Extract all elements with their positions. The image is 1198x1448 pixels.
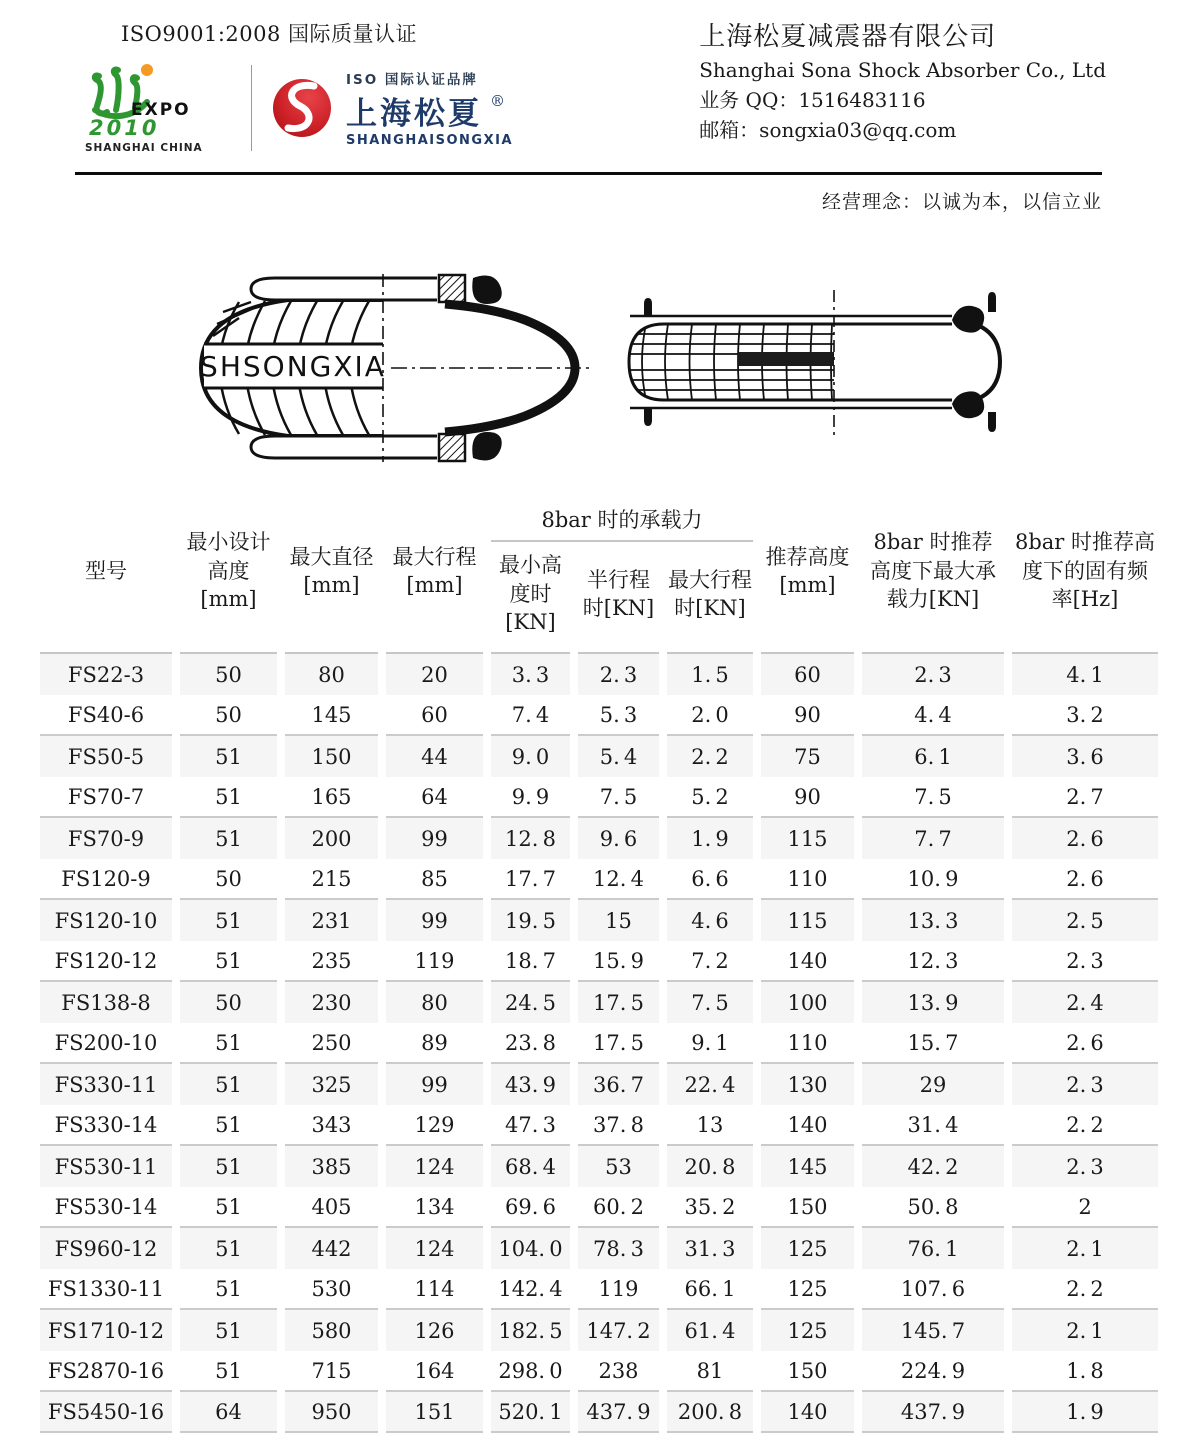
value-cell: 51 xyxy=(180,1064,277,1105)
value-cell: 7. 7 xyxy=(862,818,1004,859)
value-cell: 580 xyxy=(285,1310,378,1351)
value-cell: 2. 0 xyxy=(667,695,753,736)
value-cell: 119 xyxy=(386,941,483,982)
value-cell: 99 xyxy=(386,1064,483,1105)
model-cell: FS1710-12 xyxy=(40,1310,172,1351)
value-cell: 2. 3 xyxy=(1012,1146,1158,1187)
value-cell: 165 xyxy=(285,777,378,818)
value-cell: 715 xyxy=(285,1351,378,1392)
value-cell: 125 xyxy=(761,1269,854,1310)
value-cell: 151 xyxy=(386,1392,483,1433)
table-row xyxy=(40,1351,1158,1392)
value-cell: 90 xyxy=(761,695,854,736)
brand-name-en: SHANGHAISONGXIA xyxy=(346,132,514,148)
value-cell: 235 xyxy=(285,941,378,982)
value-cell: 7. 2 xyxy=(667,941,753,982)
model-cell: FS530-14 xyxy=(40,1187,172,1228)
value-cell: 7. 5 xyxy=(667,982,753,1023)
value-cell: 231 xyxy=(285,900,378,941)
value-cell: 298. 0 xyxy=(491,1351,570,1392)
value-cell: 115 xyxy=(761,818,854,859)
value-cell: 200. 8 xyxy=(667,1392,753,1433)
col-header-max-stroke: 最大行程[mm] xyxy=(386,496,483,654)
table-row xyxy=(40,818,1158,859)
value-cell: 2. 1 xyxy=(1012,1310,1158,1351)
value-cell: 1. 8 xyxy=(1012,1351,1158,1392)
value-cell: 119 xyxy=(578,1269,659,1310)
value-cell: 125 xyxy=(761,1228,854,1269)
value-cell: 110 xyxy=(761,859,854,900)
value-cell: 50 xyxy=(180,982,277,1023)
value-cell: 60 xyxy=(386,695,483,736)
value-cell: 1. 5 xyxy=(667,654,753,695)
motto-line: 经营理念：以诚为本，以信立业 xyxy=(821,191,1102,213)
value-cell: 6. 6 xyxy=(667,859,753,900)
value-cell: 5. 4 xyxy=(578,736,659,777)
value-cell: 530 xyxy=(285,1269,378,1310)
model-cell: FS120-12 xyxy=(40,941,172,982)
value-cell: 215 xyxy=(285,859,378,900)
value-cell: 5. 2 xyxy=(667,777,753,818)
header-rule xyxy=(75,172,1102,175)
songxia-red-s-icon xyxy=(268,74,336,142)
value-cell: 20 xyxy=(386,654,483,695)
value-cell: 107. 6 xyxy=(862,1269,1004,1310)
value-cell: 69. 6 xyxy=(491,1187,570,1228)
value-cell: 1. 9 xyxy=(1012,1392,1158,1433)
col-header-max-diameter: 最大直径[mm] xyxy=(285,496,378,654)
group-header-load-at-8bar: 8bar 时的承载力 xyxy=(491,496,753,542)
value-cell: 114 xyxy=(386,1269,483,1310)
expo-year: 2010 xyxy=(89,116,160,140)
value-cell: 15 xyxy=(578,900,659,941)
model-cell: FS138-8 xyxy=(40,982,172,1023)
model-cell: FS120-10 xyxy=(40,900,172,941)
table-row xyxy=(40,982,1158,1023)
value-cell: 325 xyxy=(285,1064,378,1105)
value-cell: 78. 3 xyxy=(578,1228,659,1269)
value-cell: 437. 9 xyxy=(578,1392,659,1433)
table-row xyxy=(40,1310,1158,1351)
value-cell: 61. 4 xyxy=(667,1310,753,1351)
table-row xyxy=(40,1228,1158,1269)
value-cell: 44 xyxy=(386,736,483,777)
table-row xyxy=(40,1187,1158,1228)
value-cell: 238 xyxy=(578,1351,659,1392)
value-cell: 3. 6 xyxy=(1012,736,1158,777)
value-cell: 3. 2 xyxy=(1012,695,1158,736)
table-row xyxy=(40,736,1158,777)
value-cell: 250 xyxy=(285,1023,378,1064)
col-header-model: 型号 xyxy=(40,496,172,654)
value-cell: 224. 9 xyxy=(862,1351,1004,1392)
table-row xyxy=(40,1105,1158,1146)
value-cell: 36. 7 xyxy=(578,1064,659,1105)
value-cell: 50 xyxy=(180,654,277,695)
value-cell: 10. 9 xyxy=(862,859,1004,900)
value-cell: 60. 2 xyxy=(578,1187,659,1228)
model-cell: FS120-9 xyxy=(40,859,172,900)
value-cell: 2. 2 xyxy=(667,736,753,777)
brand-name-cn: 上海松夏 xyxy=(346,96,482,133)
expo-word: EXPO xyxy=(131,100,191,120)
value-cell: 35. 2 xyxy=(667,1187,753,1228)
brand-text-block xyxy=(346,68,513,148)
value-cell: 104. 0 xyxy=(491,1228,570,1269)
table-row xyxy=(40,859,1158,900)
value-cell: 125 xyxy=(761,1310,854,1351)
value-cell: 437. 9 xyxy=(862,1392,1004,1433)
value-cell: 9. 1 xyxy=(667,1023,753,1064)
value-cell: 145. 7 xyxy=(862,1310,1004,1351)
model-cell: FS1330-11 xyxy=(40,1269,172,1310)
value-cell: 147. 2 xyxy=(578,1310,659,1351)
value-cell: 200 xyxy=(285,818,378,859)
value-cell: 76. 1 xyxy=(862,1228,1004,1269)
value-cell: 37. 8 xyxy=(578,1105,659,1146)
spec-table-body xyxy=(40,654,1158,1433)
value-cell: 51 xyxy=(180,1146,277,1187)
company-qq: 业务 QQ：1516483116 xyxy=(699,88,926,113)
company-email: 邮箱：songxia03@qq.com xyxy=(699,118,957,143)
value-cell: 2. 2 xyxy=(1012,1269,1158,1310)
col-header-natural-frequency: 8bar 时推荐高度下的固有频率[Hz] xyxy=(1012,496,1158,654)
value-cell: 15. 7 xyxy=(862,1023,1004,1064)
model-cell: FS70-9 xyxy=(40,818,172,859)
value-cell: 230 xyxy=(285,982,378,1023)
value-cell: 2. 5 xyxy=(1012,900,1158,941)
value-cell: 145 xyxy=(285,695,378,736)
value-cell: 51 xyxy=(180,1187,277,1228)
value-cell: 385 xyxy=(285,1146,378,1187)
value-cell: 80 xyxy=(285,654,378,695)
value-cell: 110 xyxy=(761,1023,854,1064)
technical-drawings xyxy=(0,272,1198,482)
value-cell: 9. 0 xyxy=(491,736,570,777)
value-cell: 12. 8 xyxy=(491,818,570,859)
value-cell: 29 xyxy=(862,1064,1004,1105)
value-cell: 24. 5 xyxy=(491,982,570,1023)
value-cell: 442 xyxy=(285,1228,378,1269)
value-cell: 50 xyxy=(180,859,277,900)
value-cell: 13. 3 xyxy=(862,900,1004,941)
col-header-max-load-at-rec-height: 8bar 时推荐高度下最大承载力[KN] xyxy=(862,496,1004,654)
value-cell: 75 xyxy=(761,736,854,777)
value-cell: 23. 8 xyxy=(491,1023,570,1064)
value-cell: 343 xyxy=(285,1105,378,1146)
value-cell: 140 xyxy=(761,941,854,982)
value-cell: 2. 3 xyxy=(578,654,659,695)
value-cell: 150 xyxy=(285,736,378,777)
value-cell: 15. 9 xyxy=(578,941,659,982)
value-cell: 124 xyxy=(386,1228,483,1269)
value-cell: 2. 2 xyxy=(1012,1105,1158,1146)
value-cell: 2. 3 xyxy=(1012,1064,1158,1105)
value-cell: 50. 8 xyxy=(862,1187,1004,1228)
model-cell: FS2870-16 xyxy=(40,1351,172,1392)
value-cell: 405 xyxy=(285,1187,378,1228)
col-header-recommended-height: 推荐高度[mm] xyxy=(761,496,854,654)
value-cell: 51 xyxy=(180,1228,277,1269)
value-cell: 2. 6 xyxy=(1012,859,1158,900)
table-row xyxy=(40,1064,1158,1105)
iso-cert-text: ISO9001:2008 国际质量认证 xyxy=(121,22,418,46)
sleeve-label-band xyxy=(738,352,834,366)
registered-mark: ® xyxy=(490,92,505,111)
table-row xyxy=(40,1269,1158,1310)
value-cell: 9. 9 xyxy=(491,777,570,818)
value-cell: 90 xyxy=(761,777,854,818)
value-cell: 12. 4 xyxy=(578,859,659,900)
value-cell: 18. 7 xyxy=(491,941,570,982)
table-row xyxy=(40,941,1158,982)
value-cell: 51 xyxy=(180,777,277,818)
value-cell: 80 xyxy=(386,982,483,1023)
table-row xyxy=(40,900,1158,941)
value-cell: 51 xyxy=(180,1310,277,1351)
value-cell: 100 xyxy=(761,982,854,1023)
company-name-en: Shanghai Sona Shock Absorber Co., Ltd xyxy=(699,58,1106,83)
value-cell: 19. 5 xyxy=(491,900,570,941)
expo-2010-logo xyxy=(85,60,245,156)
value-cell: 2. 3 xyxy=(862,654,1004,695)
value-cell: 129 xyxy=(386,1105,483,1146)
value-cell: 2. 4 xyxy=(1012,982,1158,1023)
value-cell: 89 xyxy=(386,1023,483,1064)
model-cell: FS960-12 xyxy=(40,1228,172,1269)
value-cell: 2. 6 xyxy=(1012,818,1158,859)
value-cell: 53 xyxy=(578,1146,659,1187)
value-cell: 12. 3 xyxy=(862,941,1004,982)
model-cell: FS330-11 xyxy=(40,1064,172,1105)
value-cell: 60 xyxy=(761,654,854,695)
value-cell: 51 xyxy=(180,1351,277,1392)
value-cell: 4. 1 xyxy=(1012,654,1158,695)
value-cell: 950 xyxy=(285,1392,378,1433)
value-cell: 31. 3 xyxy=(667,1228,753,1269)
value-cell: 164 xyxy=(386,1351,483,1392)
value-cell: 115 xyxy=(761,900,854,941)
sub-header-at-max-stroke: 最大行程时[KN] xyxy=(667,542,753,654)
value-cell: 81 xyxy=(667,1351,753,1392)
value-cell: 99 xyxy=(386,818,483,859)
value-cell: 85 xyxy=(386,859,483,900)
value-cell: 51 xyxy=(180,1105,277,1146)
table-row xyxy=(40,777,1158,818)
value-cell: 126 xyxy=(386,1310,483,1351)
value-cell: 5. 3 xyxy=(578,695,659,736)
value-cell: 140 xyxy=(761,1105,854,1146)
logos-row xyxy=(85,60,513,156)
value-cell: 2 xyxy=(1012,1187,1158,1228)
value-cell: 6. 1 xyxy=(862,736,1004,777)
value-cell: 142. 4 xyxy=(491,1269,570,1310)
value-cell: 50 xyxy=(180,695,277,736)
value-cell: 68. 4 xyxy=(491,1146,570,1187)
value-cell: 22. 4 xyxy=(667,1064,753,1105)
value-cell: 51 xyxy=(180,900,277,941)
value-cell: 9. 6 xyxy=(578,818,659,859)
model-cell: FS40-6 xyxy=(40,695,172,736)
value-cell: 17. 7 xyxy=(491,859,570,900)
air-spring-side-drawing xyxy=(616,288,1014,438)
value-cell: 64 xyxy=(386,777,483,818)
value-cell: 20. 8 xyxy=(667,1146,753,1187)
value-cell: 13 xyxy=(667,1105,753,1146)
value-cell: 31. 4 xyxy=(862,1105,1004,1146)
model-cell: FS50-5 xyxy=(40,736,172,777)
model-cell: FS330-14 xyxy=(40,1105,172,1146)
value-cell: 140 xyxy=(761,1392,854,1433)
value-cell: 2. 3 xyxy=(1012,941,1158,982)
value-cell: 134 xyxy=(386,1187,483,1228)
logo-divider xyxy=(251,65,252,151)
col-header-min-design-height: 最小设计高度[mm] xyxy=(180,496,277,654)
value-cell: 64 xyxy=(180,1392,277,1433)
value-cell: 7. 5 xyxy=(578,777,659,818)
table-row xyxy=(40,654,1158,695)
value-cell: 2. 1 xyxy=(1012,1228,1158,1269)
value-cell: 99 xyxy=(386,900,483,941)
value-cell: 51 xyxy=(180,941,277,982)
model-cell: FS70-7 xyxy=(40,777,172,818)
value-cell: 7. 4 xyxy=(491,695,570,736)
value-cell: 150 xyxy=(761,1351,854,1392)
value-cell: 47. 3 xyxy=(491,1105,570,1146)
value-cell: 51 xyxy=(180,818,277,859)
model-cell: FS5450-16 xyxy=(40,1392,172,1433)
header-left xyxy=(85,18,513,156)
value-cell: 3. 3 xyxy=(491,654,570,695)
bellows-brand-label: SHSONGXIA xyxy=(200,350,386,383)
value-cell: 66. 1 xyxy=(667,1269,753,1310)
air-spring-section-drawing xyxy=(193,272,595,464)
expo-orange-dot xyxy=(141,64,153,76)
value-cell: 51 xyxy=(180,1023,277,1064)
expo-country: SHANGHAI CHINA xyxy=(85,142,203,154)
table-row xyxy=(40,695,1158,736)
value-cell: 7. 5 xyxy=(862,777,1004,818)
page-header xyxy=(0,0,1198,156)
value-cell: 130 xyxy=(761,1064,854,1105)
value-cell: 145 xyxy=(761,1146,854,1187)
value-cell: 51 xyxy=(180,1269,277,1310)
value-cell: 2. 7 xyxy=(1012,777,1158,818)
model-cell: FS200-10 xyxy=(40,1023,172,1064)
value-cell: 124 xyxy=(386,1146,483,1187)
model-cell: FS22-3 xyxy=(40,654,172,695)
model-cell: FS530-11 xyxy=(40,1146,172,1187)
value-cell: 4. 4 xyxy=(862,695,1004,736)
table-row xyxy=(40,1146,1158,1187)
value-cell: 150 xyxy=(761,1187,854,1228)
value-cell: 42. 2 xyxy=(862,1146,1004,1187)
value-cell: 520. 1 xyxy=(491,1392,570,1433)
company-name-cn: 上海松夏减震器有限公司 xyxy=(699,22,997,52)
value-cell: 17. 5 xyxy=(578,982,659,1023)
company-info xyxy=(699,18,1106,156)
value-cell: 13. 9 xyxy=(862,982,1004,1023)
sub-header-at-half-stroke: 半行程时[KN] xyxy=(578,542,659,654)
value-cell: 1. 9 xyxy=(667,818,753,859)
value-cell: 51 xyxy=(180,736,277,777)
brand-iso-line: ISO 国际认证品牌 xyxy=(346,72,478,89)
table-row xyxy=(40,1023,1158,1064)
spec-table xyxy=(32,496,1166,1433)
value-cell: 43. 9 xyxy=(491,1064,570,1105)
table-row xyxy=(40,1392,1158,1433)
value-cell: 182. 5 xyxy=(491,1310,570,1351)
sub-header-at-min-height: 最小高度时[KN] xyxy=(491,542,570,654)
value-cell: 2. 6 xyxy=(1012,1023,1158,1064)
value-cell: 17. 5 xyxy=(578,1023,659,1064)
value-cell: 4. 6 xyxy=(667,900,753,941)
